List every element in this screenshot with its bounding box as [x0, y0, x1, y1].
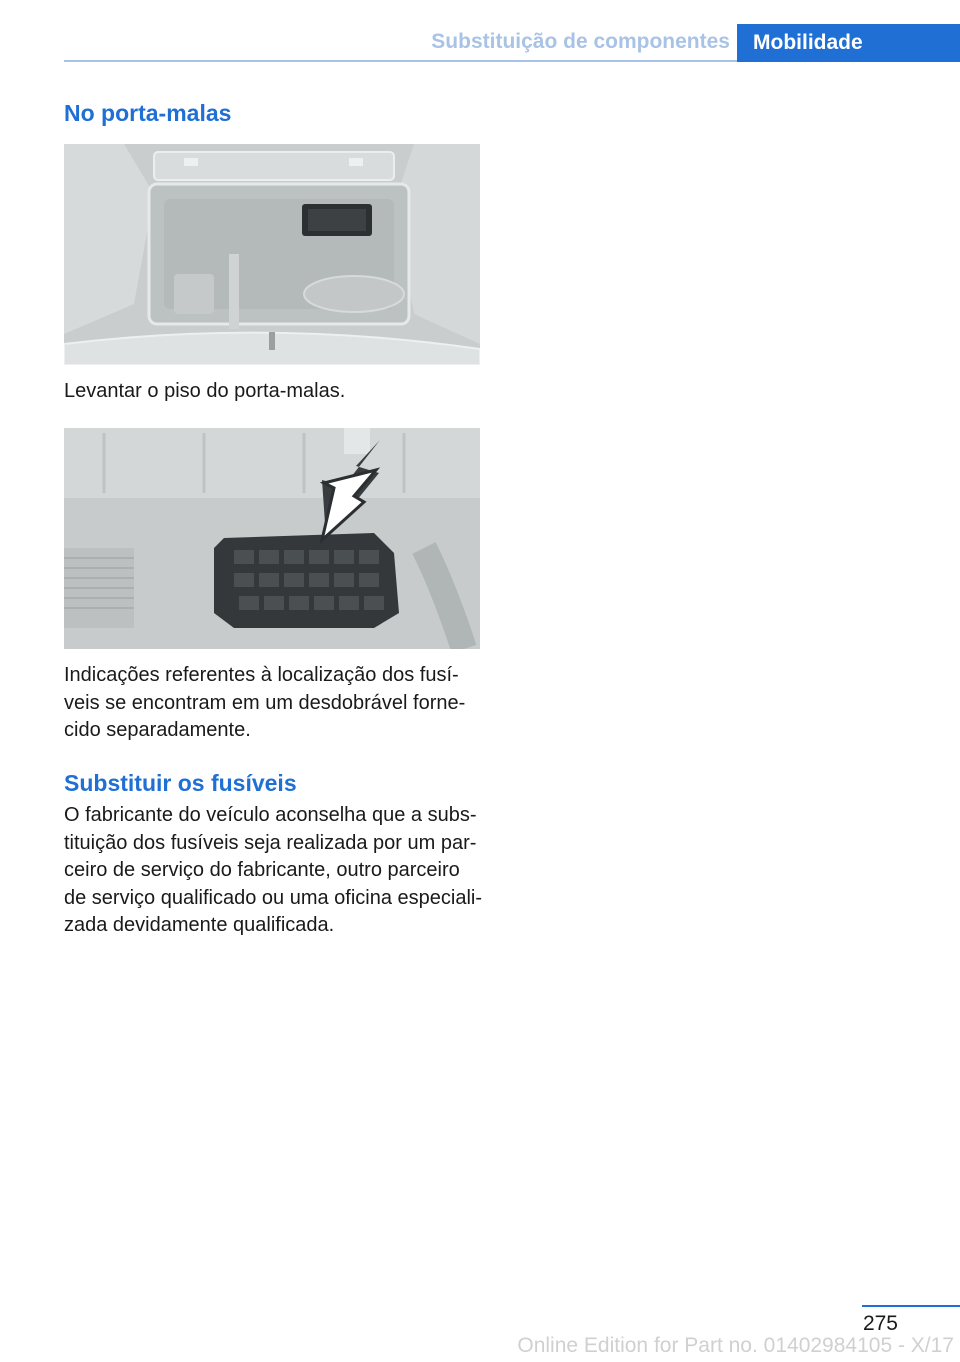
header-section-title: Substituição de componentes	[431, 30, 730, 53]
caption-fuse-location: Indicações referentes à localização dos fusí- veis se encontram em um desdobrável forne- cido separadamente.	[64, 664, 466, 741]
page-number-divider	[862, 1305, 960, 1307]
page-number: 275	[862, 1312, 898, 1335]
figure-fuse-box	[64, 428, 480, 649]
heading-replace-fuses: Substituir os fusíveis	[64, 770, 297, 796]
figure-trunk-floor	[64, 144, 480, 365]
footer-edition: Online Edition for Part no. 01402984105 - X/17	[517, 1334, 954, 1357]
fuse-box-illustration	[64, 428, 480, 649]
trunk-floor-illustration	[64, 144, 480, 365]
header-chapter-tab: Mobilidade	[737, 24, 960, 62]
header-divider	[64, 60, 737, 62]
replace-fuses-text: O fabricante do veículo aconselha que a subs- tituição dos fusíveis seja realizada por um par- ceiro de serviço do fabricante, outro parceiro de serviço qualificado ou uma oficina especiali- zada devidamente qualificada.	[64, 804, 483, 936]
heading-trunk: No porta-malas	[64, 100, 232, 126]
caption-lift-floor: Levantar o piso do porta-malas.	[64, 380, 346, 402]
